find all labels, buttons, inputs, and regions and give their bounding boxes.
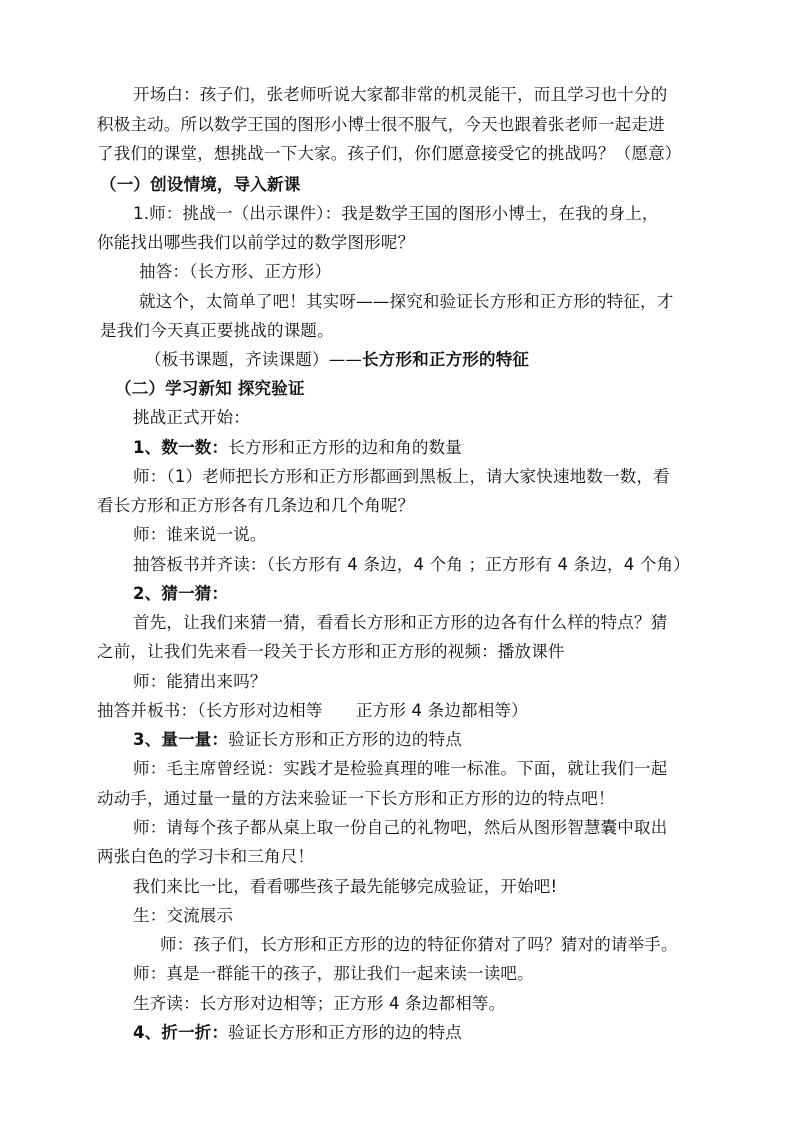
step-heading-line (133, 437, 462, 459)
paragraph-line: 师：谁来说一说。 (133, 525, 267, 544)
paragraph-line: 了我们的课堂，想挑战一下大家。孩子们，你们愿意接受它的挑战吗？（愿意） (97, 144, 682, 163)
paragraph-line: 动动手，通过量一量的方法来验证一下长方形和正方形的边的特点吧！ (97, 789, 615, 808)
step-heading: 1、数一数： (133, 438, 229, 457)
paragraph-line: 师：（1）老师把长方形和正方形都画到黑板上，请大家快速地数一数，看 (133, 467, 670, 486)
lesson-title: 长方形和正方形的特征 (362, 350, 530, 369)
paragraph-line: 抽答板书并齐读：（长方形有 4 条边，4 个角 ；正方形有 4 条边，4 个角） (133, 555, 690, 574)
step-description: 验证长方形和正方形的边的特点 (228, 730, 462, 749)
paragraph-line: 积极主动。所以数学王国的图形小博士很不服气，今天也跟着张老师一起走进 (97, 115, 665, 134)
paragraph-line: 就这个，太简单了吧！其实呀——探究和验证长方形和正方形的特征，才 (139, 292, 674, 311)
paragraph-line: 开场白：孩子们，张老师听说大家都非常的机灵能干，而且学习也十分的 (133, 85, 668, 104)
paragraph-line: 生齐读：长方形对边相等；正方形 4 条边都相等。 (133, 994, 506, 1013)
paragraph-line: 之前，让我们先来看一段关于长方形和正方形的视频：播放课件 (97, 642, 565, 661)
step-heading: 2、猜一猜： (133, 584, 229, 603)
paragraph-line: 1.师：挑战一（出示课件）：我是数学王国的图形小博士，在我的身上， (133, 204, 659, 223)
lesson-title-line (145, 349, 529, 371)
section-heading: （一）创设情境，导入新课 (100, 175, 301, 194)
paragraph-line: 师：孩子们，长方形和正方形的边的特征你猜对了吗？猜对的请举手。 (160, 935, 678, 954)
paragraph-line: 师：真是一群能干的孩子，那让我们一起来读一读吧。 (133, 964, 534, 983)
paragraph-line: 我们来比一比，看看哪些孩子最先能够完成验证，开始吧! (133, 877, 558, 896)
lesson-title-prefix: （板书课题，齐读课题）—— (145, 350, 363, 369)
paragraph-line: 看长方形和正方形各有几条边和几个角呢？ (97, 496, 415, 515)
paragraph-line: 师：请每个孩子都从桌上取一份自己的礼物吧，然后从图形智慧囊中取出 (133, 818, 668, 837)
step-heading: 4、折一折： (133, 1023, 229, 1042)
paragraph-line: 抽答并板书：（长方形对边相等 正方形 4 条边都相等） (97, 701, 528, 720)
paragraph-line: 师：毛主席曾经说：实践才是检验真理的唯一标准。下面，就让我们一起 (133, 759, 668, 778)
section-heading: （二）学习新知 探究验证 (115, 379, 305, 398)
paragraph-line: 你能找出哪些我们以前学过的数学图形呢？ (97, 233, 415, 252)
paragraph-line: 首先，让我们来猜一猜，看看长方形和正方形的边各有什么样的特点？猜 (133, 613, 668, 632)
step-description: 验证长方形和正方形的边的特点 (228, 1023, 462, 1042)
step-heading-line (133, 729, 462, 751)
paragraph-line: 是我们今天真正要挑战的课题。 (100, 321, 334, 340)
paragraph-line: 师：能猜出来吗？ (133, 672, 267, 691)
paragraph-line: 两张白色的学习卡和三角尺！ (97, 847, 315, 866)
step-description: 长方形和正方形的边和角的数量 (228, 438, 462, 457)
paragraph-line: 生：交流展示 (133, 906, 234, 925)
paragraph-line: 挑战正式开始： (133, 408, 250, 427)
paragraph-line: 抽答：（长方形、正方形） (139, 262, 332, 281)
step-heading: 3、量一量： (133, 730, 229, 749)
step-heading-line (133, 1022, 462, 1044)
